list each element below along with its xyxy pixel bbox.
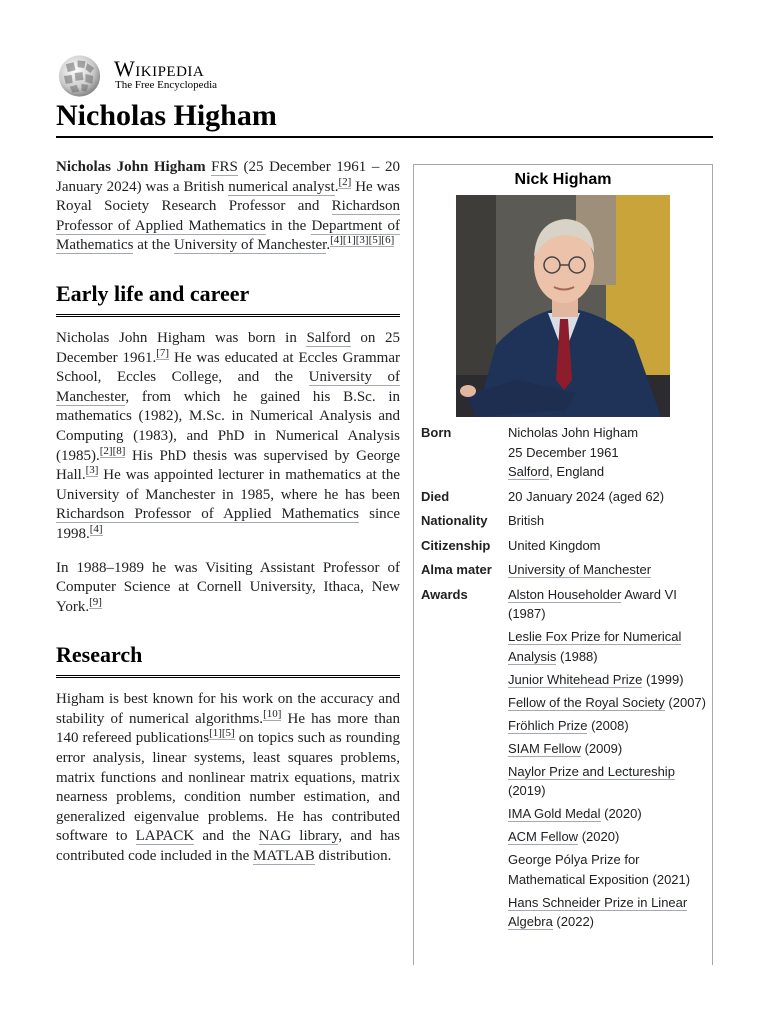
intro-text-2: . (334, 178, 339, 195)
infobox-row-nationality (421, 511, 709, 531)
early-text-5: His PhD thesis was supervised by George Hall. (56, 447, 400, 484)
infobox-row-awards (421, 585, 709, 936)
citation-refs[interactable]: [1][5] (209, 727, 235, 740)
early-text-3: He was educated at Eccles Grammar School, Eccles College, and the (56, 349, 400, 386)
university-link[interactable]: University of Manchester (508, 562, 652, 577)
richardson-professor-link[interactable]: Richardson Professor of Applied Mathematics (56, 506, 360, 523)
research-text-1: Higham is best known for his work on the accuracy and stability of numerical algorithms. (56, 691, 400, 727)
university-link[interactable]: University of Manchester (56, 369, 400, 405)
infobox-row-alma-mater (421, 560, 709, 580)
intro-paragraph (56, 158, 400, 256)
subject-name: Nicholas John Higham (56, 159, 206, 175)
died-label: Died (421, 488, 450, 504)
born-place (508, 462, 709, 482)
portrait-photo[interactable] (456, 195, 670, 417)
section-heading-research: Research (56, 641, 400, 678)
salford-link[interactable]: Salford (508, 464, 550, 479)
award-item: Naylor Prize and Lectureship (2019) (508, 763, 675, 798)
award-link[interactable]: Fellow of the Royal Society (508, 694, 665, 710)
infobox-row-born (421, 423, 709, 482)
infobox-row-died (421, 487, 709, 507)
research-text-5: , and has contributed code included in the (56, 828, 401, 865)
award-link[interactable]: Fröhlich Prize (508, 717, 588, 733)
award-item: Hans Schneider Prize in Linear Algebra (2022) (508, 894, 688, 929)
died-value: 20 January 2024 (aged 62) (508, 488, 665, 504)
born-place-rest: , England (549, 464, 605, 479)
born-label: Born (421, 425, 452, 440)
citizenship-value: United Kingdom (508, 537, 601, 553)
department-link[interactable]: Department of Mathematics (56, 217, 400, 254)
citation-ref[interactable]: [10] (263, 707, 282, 720)
early-text-7: since 1998. (56, 506, 400, 542)
intro-text-5: at the (133, 237, 174, 254)
cornell-text: In 1988–1989 he was Visiting Assistant Professor of Computer Science at Cornell University, Ithaca, New York. (56, 559, 400, 615)
section-heading-early-life: Early life and career (56, 280, 400, 317)
research-paragraph (56, 690, 400, 866)
infobox-rows (421, 423, 709, 940)
award-item: Junior Whitehead Prize (1999) (508, 671, 684, 687)
award-item: Alston Householder Award VI (1987) (508, 586, 677, 621)
citation-ref[interactable]: [7] (156, 346, 170, 359)
alma-mater-label: Alma mater (421, 562, 492, 577)
intro-text-3: He was Royal Society Research Professor and (56, 178, 400, 215)
award-item: IMA Gold Medal (2020) (508, 806, 642, 821)
intro-text-4: in the (265, 217, 312, 234)
early-text-4: , from which he gained his B.Sc. in mathematics (1982), M.Sc. in Numerical Analysis and Computing (1983), and PhD in Numerical Analysis (1985). (56, 388, 400, 464)
award-link[interactable]: Junior Whitehead Prize (508, 671, 643, 687)
frs-link[interactable]: FRS (211, 159, 238, 175)
wordmark[interactable]: Wikipedia (114, 56, 205, 81)
nag-library-link[interactable]: NAG library (258, 828, 339, 845)
award-link[interactable]: Alston Householder (508, 586, 622, 602)
born-value (508, 423, 709, 482)
citation-refs[interactable]: [4][1][3][5][6] (330, 234, 395, 247)
matlab-link[interactable]: MATLAB (253, 848, 315, 865)
award-link[interactable]: Naylor Prize and Lectureship (508, 763, 675, 779)
award-item: ACM Fellow (2020) (508, 829, 620, 844)
nationality-label: Nationality (421, 513, 488, 528)
intro-text-1: (25 December 1961 – 20 January 2024) was a British (56, 159, 400, 195)
infobox-row-citizenship (421, 536, 709, 556)
awards-label: Awards (421, 586, 468, 602)
early-life-paragraph (56, 329, 400, 545)
research-text-6: distribution. (314, 848, 392, 865)
award-link[interactable]: ACM Fellow (508, 829, 579, 844)
infobox-title: Nick Higham (514, 171, 612, 188)
salford-link[interactable]: Salford (306, 329, 351, 346)
cornell-paragraph (56, 559, 400, 618)
citation-refs[interactable]: [2][8] (99, 444, 126, 457)
page-title: Nicholas Higham (56, 99, 277, 132)
research-text-4: and the (194, 828, 259, 845)
born-name: Nicholas John Higham (508, 425, 639, 440)
site-header (56, 54, 356, 98)
numerical-analyst-link[interactable]: numerical analyst (228, 178, 335, 195)
infobox (413, 164, 713, 965)
early-text-1: Nicholas John Higham was born in (56, 329, 307, 346)
award-link[interactable]: SIAM Fellow (508, 740, 581, 756)
lapack-link[interactable]: LAPACK (135, 828, 195, 845)
richardson-professor-link[interactable]: Richardson Professor of Applied Mathematics (56, 198, 400, 234)
award-link[interactable]: Hans Schneider Prize in Linear Algebra (508, 894, 688, 929)
citation-ref[interactable]: [3] (85, 464, 99, 477)
award-item: Fellow of the Royal Society (2007) (508, 694, 706, 710)
early-text-2: on 25 December 1961. (56, 329, 400, 366)
wikipedia-globe-logo[interactable] (56, 54, 105, 98)
award-item: Leslie Fox Prize for Numerical Analysis (1988) (508, 629, 682, 664)
award-item: SIAM Fellow (2009) (508, 740, 623, 756)
born-date: 25 December 1961 (508, 444, 619, 460)
university-link[interactable]: University of Manchester (173, 237, 327, 254)
citation-ref[interactable]: [9] (89, 595, 102, 608)
nationality-value: British (508, 513, 545, 528)
title-divider (56, 136, 713, 138)
citizenship-label: Citizenship (421, 537, 491, 553)
citation-ref[interactable]: [4] (89, 522, 103, 535)
intro-text-6: . (326, 237, 331, 254)
awards-list (508, 585, 709, 936)
citation-ref[interactable]: [2] (338, 175, 352, 188)
tagline: The Free Encyclopedia (115, 79, 218, 91)
research-text-3: on topics such as rounding error analysis, linear systems, least squares problems, matrix functions and nonlinear matrix equations, matrix nearness problems, condition number estimation, and generalized eigenvalue problems. He has contributed software to (56, 730, 400, 845)
award-link[interactable]: Leslie Fox Prize for Numerical Analysis (508, 629, 682, 664)
research-text-2: He has more than 140 refereed publications (56, 710, 400, 747)
early-text-6: He was appointed lecturer in mathematics at the University of Manchester in 1985, where he has been (56, 467, 400, 503)
award-link[interactable]: IMA Gold Medal (508, 806, 601, 821)
portrait-illustration (456, 195, 670, 417)
article-body (56, 158, 400, 881)
award-item: George Pólya Prize for Mathematical Exposition (2021) (508, 852, 691, 887)
alma-mater-value (508, 560, 709, 580)
award-item: Fröhlich Prize (2008) (508, 717, 629, 733)
